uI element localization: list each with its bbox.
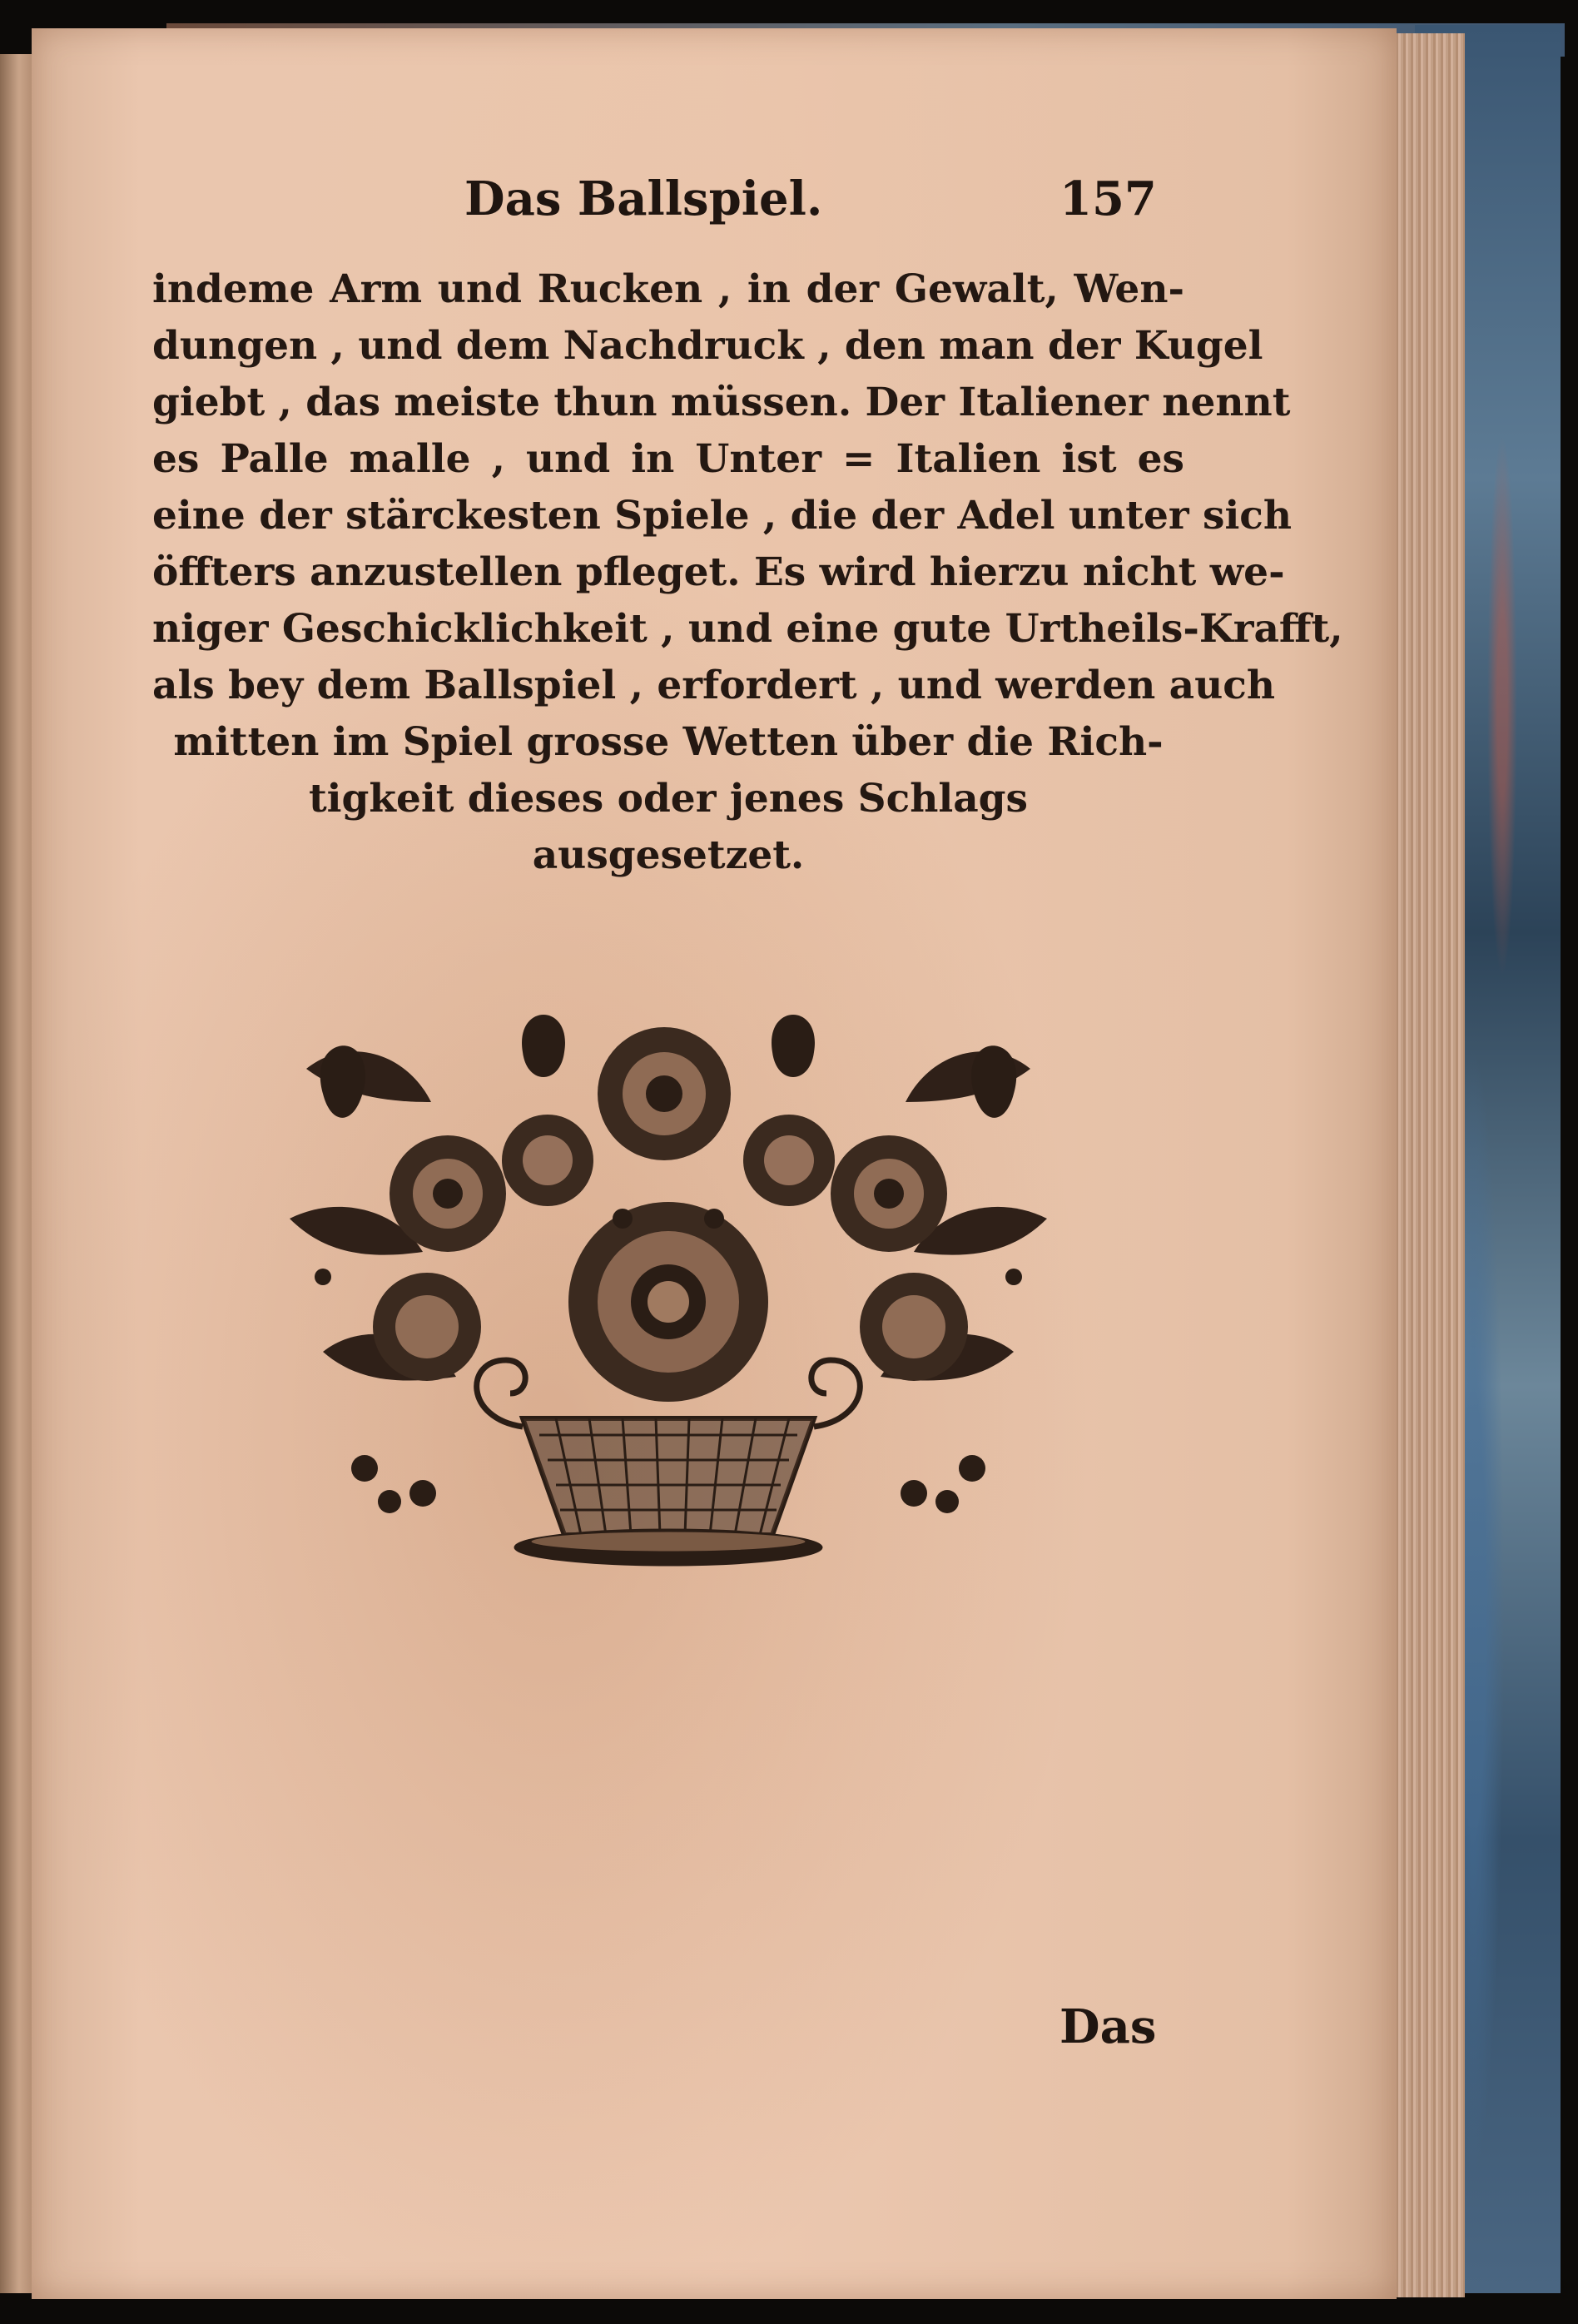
text-line: es Palle malle , und in Unter = Italien ist es bbox=[152, 436, 1184, 482]
text-line: als bey dem Ballspiel , erfordert , und werden auch bbox=[152, 663, 1276, 708]
running-head bbox=[32, 171, 1397, 238]
left-page-edge bbox=[0, 54, 32, 2293]
text-line: ausgesetzet. bbox=[532, 832, 805, 878]
text-line: mitten im Spiel grosse Wetten über die Rich- bbox=[173, 719, 1164, 765]
running-title: Das Ballspiel. bbox=[464, 171, 823, 226]
text-line: tigkeit dieses oder jenes Schlags bbox=[308, 776, 1029, 822]
text-line: dungen , und dem Nachdruck , den man der Kugel bbox=[152, 323, 1263, 369]
text-line: indeme Arm und Rucken , in der Gewalt, Wen- bbox=[152, 266, 1184, 312]
text-line: eine der stärckesten Spiele , die der Adel unter sich bbox=[152, 493, 1293, 539]
text-line: öffters anzustellen pfleget. Es wird hierzu nicht we- bbox=[152, 549, 1285, 595]
catchword: Das bbox=[1059, 1999, 1157, 2054]
body-text bbox=[152, 261, 1343, 884]
flower-basket-woodcut-icon bbox=[273, 1002, 1064, 1601]
text-line: giebt , das meiste thun müssen. Der Italiener nennt bbox=[152, 380, 1291, 425]
page-number: 157 bbox=[1059, 171, 1157, 226]
text-line: niger Geschicklichkeit , und eine gute Urtheils-Krafft, bbox=[152, 606, 1343, 652]
book-page bbox=[32, 28, 1397, 2299]
